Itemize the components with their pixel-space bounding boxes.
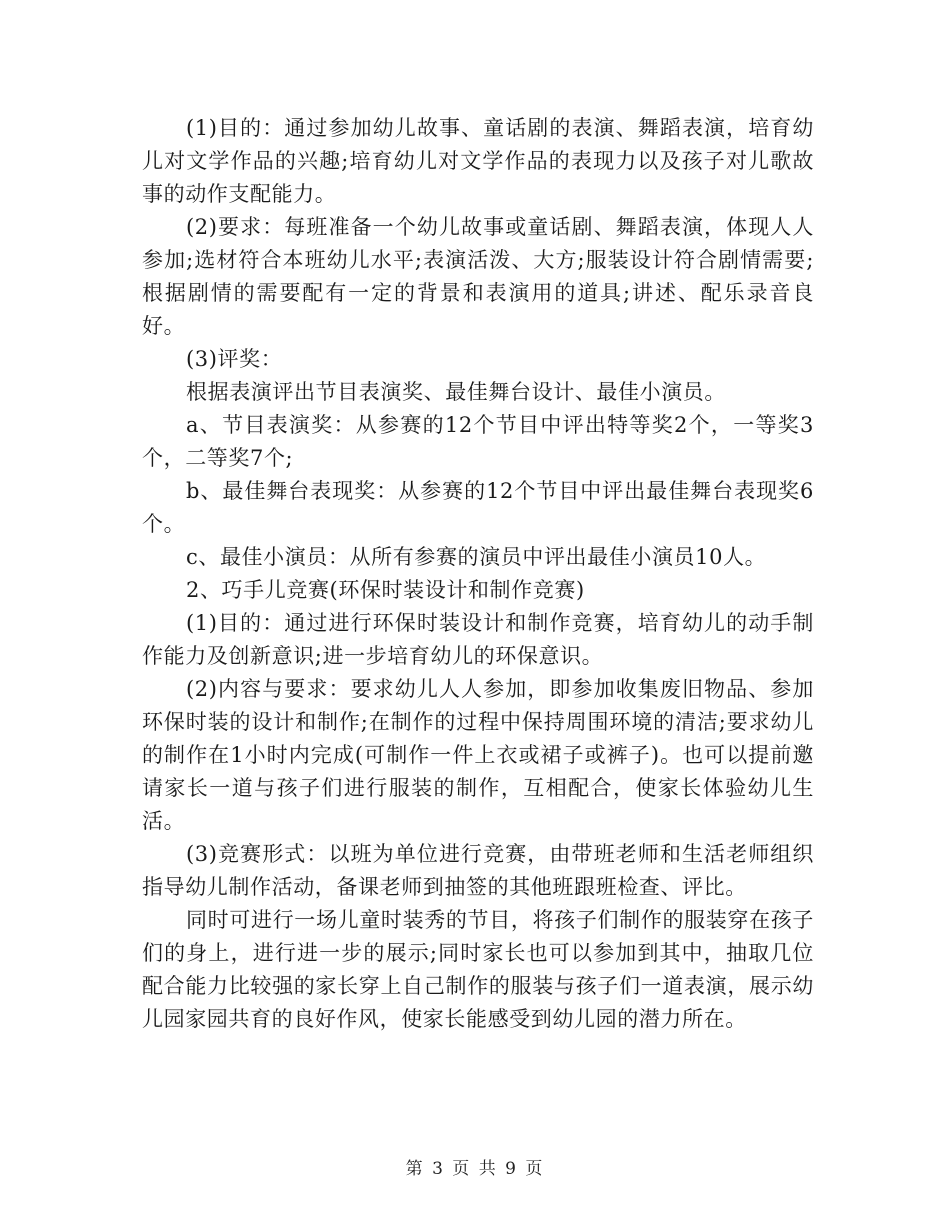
paragraph-requirement-1: (2)要求：每班准备一个幼儿故事或童话剧、舞蹈表演，体现人人参加;选材符合本班幼儿水平;表演活泼、大方;服装设计符合剧情需要;根据剧情的需要配有一定的背景和表演用的道具;讲述、配乐录音良好。 (142, 215, 814, 338)
section-heading-handcraft: 2、巧手儿竞赛(环保时装设计和制作竞赛) (186, 578, 585, 602)
paragraph-award-a: a、节目表演奖：从参赛的12个节目中评出特等奖2个，一等奖3个，二等奖7个; (142, 413, 814, 470)
paragraph-award-c: c、最佳小演员：从所有参赛的演员中评出最佳小演员10人。 (186, 545, 767, 569)
paragraph-competition-format: (3)竞赛形式：以班为单位进行竞赛，由带班老师和生活老师组织指导幼儿制作活动，备课老师到抽签的其他班跟班检查、评比。 (142, 842, 814, 899)
paragraph-content-requirements: (2)内容与要求：要求幼儿人人参加，即参加收集废旧物品、参加环保时装的设计和制作;在制作的过程中保持周围环境的清洁;要求幼儿的制作在1小时内完成(可制作一件上衣或裙子或裤子)。也可以提前邀请家长一道与孩子们进行服装的制作，互相配合，使家长体验幼儿生活。 (142, 677, 814, 833)
document-body (142, 112, 814, 1036)
paragraph-award-b: b、最佳舞台表现奖：从参赛的12个节目中评出最佳舞台表现奖6个。 (142, 479, 814, 536)
page-number-footer: 第 3 页 共 9 页 (405, 1159, 545, 1179)
paragraph-fashion-show: 同时可进行一场儿童时装秀的节目，将孩子们制作的服装穿在孩子们的身上，进行进一步的展示;同时家长也可以参加到其中，抽取几位配合能力比较强的家长穿上自己制作的服装与孩子们一道表演，展示幼儿园家园共育的良好作风，使家长能感受到幼儿园的潜力所在。 (142, 908, 814, 1031)
paragraph-award-summary: 根据表演评出节目表演奖、最佳舞台设计、最佳小演员。 (186, 380, 726, 404)
paragraph-award-heading: (3)评奖： (186, 347, 283, 371)
paragraph-goal-2: (1)目的：通过进行环保时装设计和制作竞赛，培育幼儿的动手制作能力及创新意识;进一步培育幼儿的环保意识。 (142, 611, 814, 668)
paragraph-goal-1: (1)目的：通过参加幼儿故事、童话剧的表演、舞蹈表演，培育幼儿对文学作品的兴趣;培育幼儿对文学作品的表现力以及孩子对儿歌故事的动作支配能力。 (142, 116, 814, 206)
